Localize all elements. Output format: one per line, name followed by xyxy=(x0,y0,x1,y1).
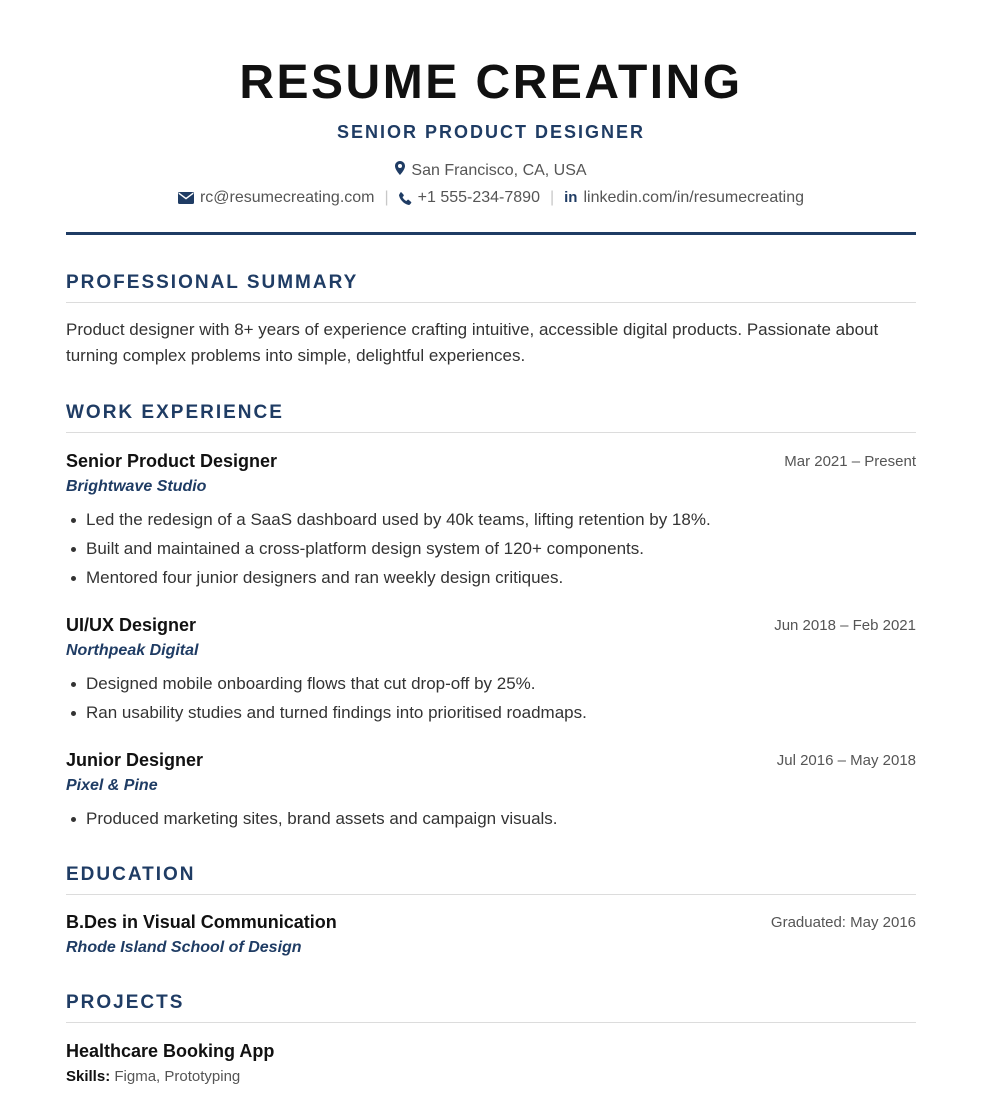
list-item: Built and maintained a cross-platform design system of 120+ components. xyxy=(66,539,916,559)
list-item: Produced marketing sites, brand assets and campaign visuals. xyxy=(66,809,916,829)
section-divider xyxy=(66,302,916,303)
job-bullets xyxy=(66,510,916,597)
job-dates: Mar 2021 – Present xyxy=(784,453,916,470)
location-line xyxy=(66,161,916,181)
section-divider xyxy=(66,432,916,433)
job-company: Northpeak Digital xyxy=(66,642,199,659)
job-dates: Jul 2016 – May 2018 xyxy=(776,752,916,769)
envelope-icon xyxy=(178,192,194,204)
job-dates: Jun 2018 – Feb 2021 xyxy=(774,617,916,634)
degree-title: B.Des in Visual Communication xyxy=(66,912,337,932)
phone-link[interactable]: +1 555-234-7890 xyxy=(417,189,540,206)
job-title: UI/UX Designer xyxy=(66,615,197,635)
resume-role: SENIOR PRODUCT DESIGNER xyxy=(336,122,646,142)
contact-separator: | xyxy=(549,189,555,206)
list-item: Mentored four junior designers and ran weekly design critiques. xyxy=(66,568,916,588)
project-skills xyxy=(66,1067,240,1087)
graduation-date: Graduated: May 2016 xyxy=(770,914,916,931)
header-divider xyxy=(66,232,916,235)
job-company: Pixel & Pine xyxy=(66,777,158,794)
phone-icon xyxy=(399,192,412,205)
map-marker-icon xyxy=(395,161,405,175)
skills-label: Skills: xyxy=(66,1068,111,1085)
project-name: Healthcare Booking App xyxy=(66,1041,275,1061)
section-divider xyxy=(66,1022,916,1023)
job-title: Senior Product Designer xyxy=(66,451,278,471)
list-item: Led the redesign of a SaaS dashboard used by 40k teams, lifting retention by 18%. xyxy=(66,510,916,530)
linkedin-icon: in xyxy=(564,189,578,206)
list-item: Ran usability studies and turned findings into prioritised roadmaps. xyxy=(66,703,916,723)
section-title-projects: PROJECTS xyxy=(66,992,185,1013)
section-title-experience: WORK EXPERIENCE xyxy=(66,402,284,423)
job-title: Junior Designer xyxy=(66,750,204,770)
location-text: San Francisco, CA, USA xyxy=(411,162,587,179)
section-title-education: EDUCATION xyxy=(66,864,196,885)
section-title-summary: PROFESSIONAL SUMMARY xyxy=(66,272,359,293)
contact-separator: | xyxy=(384,189,389,206)
school-name: Rhode Island School of Design xyxy=(66,939,302,956)
list-item: Designed mobile onboarding flows that cut drop-off by 25%. xyxy=(66,674,916,694)
section-divider xyxy=(66,894,916,895)
skills-text: Figma, Prototyping xyxy=(114,1068,241,1085)
email-link[interactable]: rc@resumecreating.com xyxy=(199,189,375,206)
resume-name: RESUME CREATING xyxy=(239,56,743,109)
job-bullets xyxy=(66,674,916,732)
contact-line xyxy=(66,188,916,208)
linkedin-link[interactable]: linkedin.com/in/resumecreating xyxy=(583,189,805,206)
job-bullets xyxy=(66,809,916,838)
job-company: Brightwave Studio xyxy=(66,478,207,495)
summary-text: Product designer with 8+ years of experience crafting intuitive, accessible digital products. Passionate about turning complex problems into simple, delightful experiences. xyxy=(66,320,879,365)
